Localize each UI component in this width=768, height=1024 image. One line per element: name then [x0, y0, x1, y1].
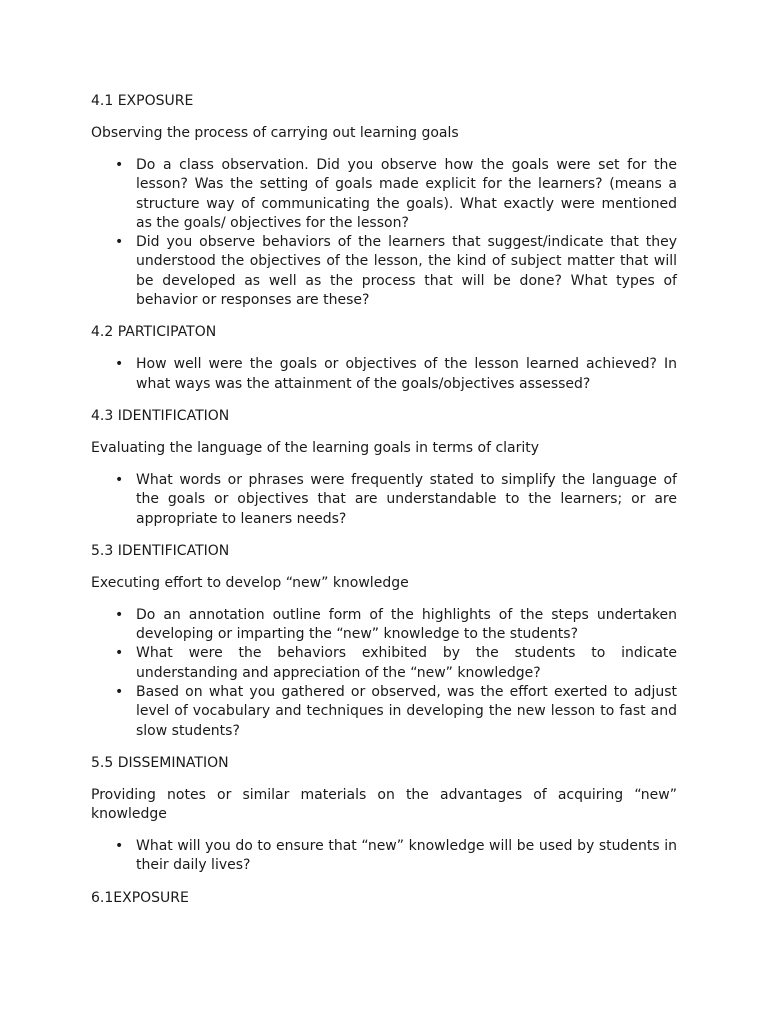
section-5-5 [91, 754, 677, 876]
bullet-list [91, 606, 677, 741]
bullet-list [91, 837, 677, 876]
section-heading: 5.3 IDENTIFICATION [91, 542, 230, 559]
list-item-text: Do an annotation outline form of the highlights of the steps undertaken developing or imparting the “new” knowledge to the students? [136, 606, 677, 643]
list-item [115, 156, 677, 233]
bullet-icon: • [115, 645, 124, 662]
bullet-icon: • [115, 606, 124, 623]
list-item-text: What words or phrases were frequently stated to simplify the language of the goals or objectives that are understandable to the learners; or are appropriate to leaners needs? [136, 471, 677, 527]
list-item-text: How well were the goals or objectives of the lesson learned achieved? In what ways was the attainment of the goals/objectives assessed? [136, 356, 677, 392]
list-item [115, 837, 677, 876]
list-item-text: Do a class observation. Did you observe how the goals were set for the lesson? Was the setting of goals made explicit for the learners? (means a structure way of communicating the goals). What exactly were mentioned as the goals/ objectives for the lesson? [136, 157, 677, 231]
bullet-icon: • [115, 234, 124, 251]
section-heading: 5.5 DISSEMINATION [91, 754, 229, 771]
list-item [115, 233, 677, 310]
section-intro: Executing effort to develop “new” knowledge [91, 574, 409, 591]
section-heading: 6.1EXPOSURE [91, 889, 189, 906]
bullet-icon: • [115, 684, 124, 701]
section-intro: Observing the process of carrying out learning goals [91, 125, 459, 141]
list-item [115, 471, 677, 529]
section-5-3 [91, 542, 677, 741]
list-item-text: What will you do to ensure that “new” knowledge will be used by students in their daily lives? [136, 837, 677, 874]
list-item [115, 683, 677, 741]
section-6-1 [91, 889, 677, 908]
section-4-2 [91, 323, 677, 394]
list-item [115, 355, 677, 394]
bullet-icon: • [115, 356, 124, 373]
section-4-1 [91, 92, 677, 310]
list-item [115, 644, 677, 683]
section-heading: 4.3 IDENTIFICATION [91, 407, 230, 424]
section-heading: 4.1 EXPOSURE [91, 93, 194, 109]
bullet-icon: • [115, 471, 124, 488]
list-item [115, 606, 677, 645]
section-heading: 4.2 PARTICIPATON [91, 324, 217, 341]
section-intro: Evaluating the language of the learning goals in terms of clarity [91, 439, 540, 456]
section-4-3 [91, 407, 677, 529]
section-intro: Providing notes or similar materials on the advantages of acquiring “new” knowledge [91, 786, 677, 822]
bullet-list [91, 471, 677, 529]
list-item-text: What were the behaviors exhibited by the students to indicate understanding and appreciation of the “new” knowledge? [136, 645, 677, 681]
bullet-list [91, 156, 677, 310]
bullet-icon: • [115, 157, 124, 173]
bullet-list [91, 355, 677, 394]
list-item-text: Based on what you gathered or observed, was the effort exerted to adjust level of vocabulary and techniques in developing the new lesson to fast and slow students? [136, 684, 677, 739]
list-item-text: Did you observe behaviors of the learners that suggest/indicate that they understood the objectives of the lesson, the kind of subject matter that will be developed as well as the process that will be done? What types of behavior or responses are these? [136, 234, 677, 309]
bullet-icon: • [115, 837, 124, 854]
